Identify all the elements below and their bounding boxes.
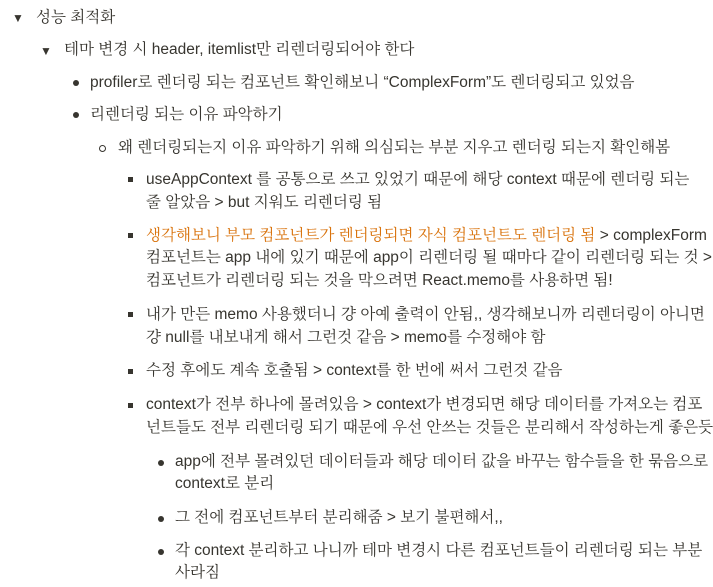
bullet-disc-icon <box>158 516 164 522</box>
bullet-square-icon <box>128 233 133 238</box>
bullet-square-icon <box>128 312 133 317</box>
list-item: 그 전에 컴포넌트부터 분리해줌 > 보기 불편해서,, <box>175 509 503 526</box>
list-item-line: 넌트들도 전부 리렌더링 되기 때문에 우선 안쓰는 것들은 분리해서 작성하는게 좋은듯 <box>146 419 713 436</box>
list-item-line: 걍 null를 내보내게 해서 그런것 같음 > memo를 수정해야 함 <box>146 329 546 346</box>
bullet-square-icon <box>128 369 133 374</box>
list-item-line: 컴포넌트가 리렌더링 되는 것을 막으려면 React.memo를 사용하면 됨! <box>146 272 613 289</box>
bullet-disc-icon <box>158 460 164 466</box>
toggle-arrow-icon[interactable]: ▼ <box>40 44 52 58</box>
list-item-line: context로 분리 <box>175 475 275 492</box>
list-item: profiler로 렌더링 되는 컴포넌트 확인해보니 “ComplexForm”도 렌더링되고 있었음 <box>90 74 635 91</box>
bullet-disc-icon <box>73 80 79 86</box>
bullet-disc-icon <box>73 112 79 118</box>
list-item-line: 내가 만든 memo 사용했더니 걍 아예 출력이 안됨,, 생각해보니까 리렌더링이 아니면 <box>146 306 705 323</box>
toggle-arrow-icon[interactable]: ▼ <box>12 11 24 25</box>
bullet-circle-icon <box>99 145 106 152</box>
list-item: 리렌더링 되는 이유 파악하기 <box>90 106 283 123</box>
text-span: > complexForm <box>595 227 707 244</box>
list-item-line <box>146 225 707 247</box>
toggle-title: 성능 최적화 <box>36 9 116 26</box>
list-item: 왜 렌더링되는지 이유 파악하기 위해 의심되는 부분 지우고 렌더링 되는지 확인해봄 <box>118 139 671 156</box>
bullet-square-icon <box>128 403 133 408</box>
bullet-disc-icon <box>158 549 164 555</box>
list-item-line: 사라짐 <box>175 564 220 581</box>
list-item-line: 줄 알았음 > but 지워도 리렌더링 됨 <box>146 194 383 211</box>
list-item-line: useAppContext 를 공통으로 쓰고 있었기 때문에 해당 context 때문에 렌더링 되는 <box>146 171 690 188</box>
list-item-line: 각 context 분리하고 나니까 테마 변경시 다른 컴포넌트들이 리렌더링 되는 부분 <box>175 542 703 559</box>
list-item: 수정 후에도 계속 호출됨 > context를 한 번에 써서 그런것 같음 <box>146 362 563 379</box>
toggle-title: 테마 변경 시 header, itemlist만 리렌더링되어야 한다 <box>64 41 415 58</box>
highlighted-text: 생각해보니 부모 컴포넌트가 렌더링되면 자식 컴포넌트도 렌더링 됨 <box>146 227 596 244</box>
list-item-line: 컴포넌트는 app 내에 있기 때문에 app이 리렌더링 될 때마다 같이 리렌더링 되는 것 > <box>146 249 712 266</box>
list-item-line: context가 전부 하나에 몰려있음 > context가 변경되면 해당 데이터를 가져오는 컴포 <box>146 396 703 413</box>
list-item-line: app에 전부 몰려있던 데이터들과 해당 데이터 값을 바꾸는 함수들을 한 묶음으로 <box>175 453 709 470</box>
bullet-square-icon <box>128 177 133 182</box>
